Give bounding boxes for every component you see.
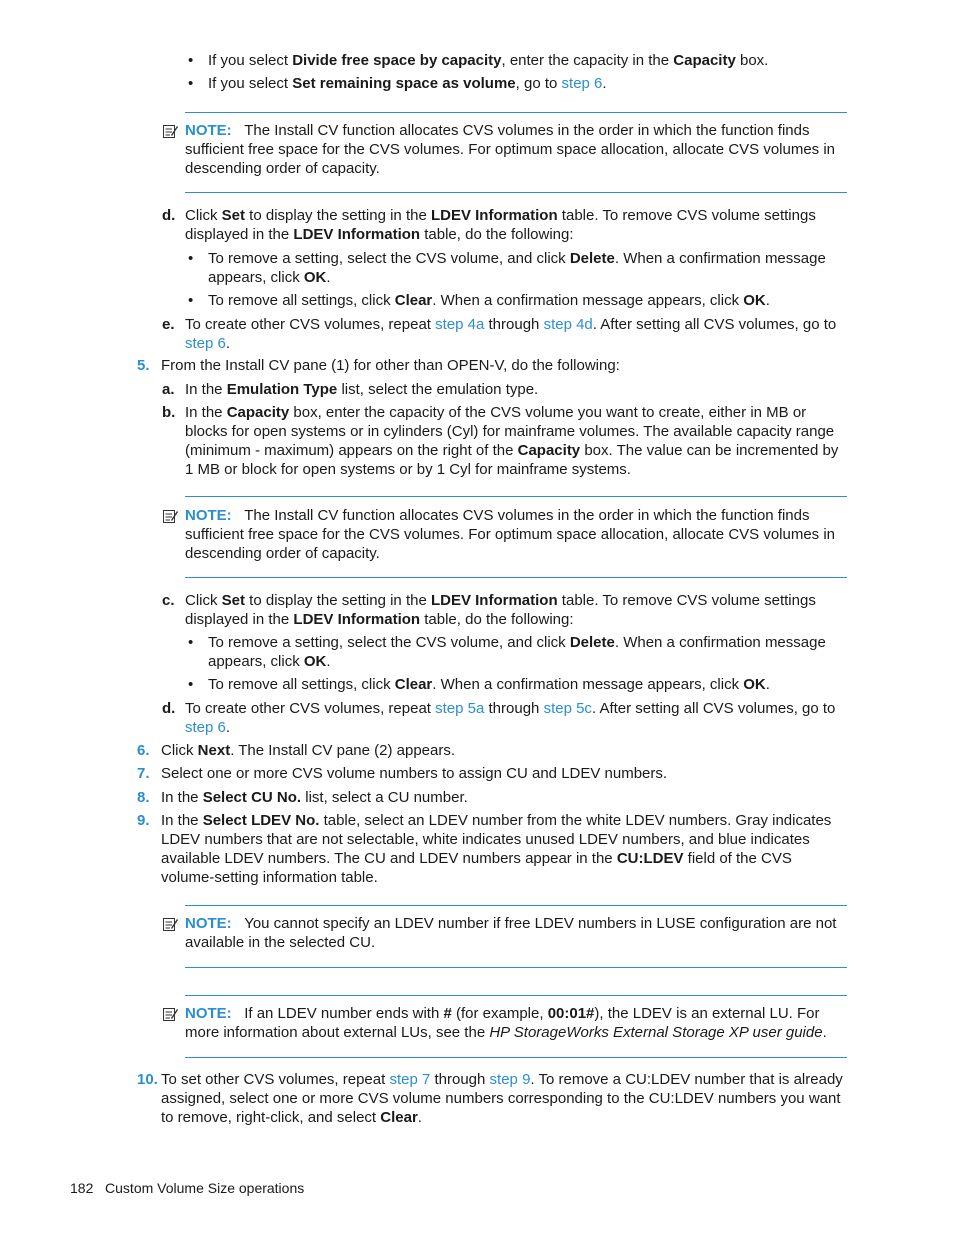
step-5-text: From the Install CV pane (1) for other than OPEN-V, do the following: (161, 357, 620, 374)
step-number: 5. (137, 357, 150, 374)
note-icon (162, 508, 178, 524)
note-top-rule (185, 905, 847, 906)
step-5d-text: To create other CVS volumes, repeat step 5a through step 5c. After setting all CVS volumes, go to step 6. (185, 700, 836, 736)
bullet-remove-all: To remove all settings, click Clear. When a confirmation message appears, click OK. (208, 292, 770, 309)
step-9-link[interactable]: step 9 (489, 1071, 531, 1088)
bullet-dot: • (188, 52, 194, 69)
step-6-link[interactable]: step 6 (185, 719, 226, 736)
step-10-text: To set other CVS volumes, repeat step 7 through step 9. To remove a CU:LDEV number that is already assigned, select one or more CVS volume numbers corresponding to the CU:LDEV numbers you want to remove, right-click, and select Clear. (161, 1071, 843, 1126)
step-9-text: In the Select LDEV No. table, select an LDEV number from the white LDEV numbers. Gray indicates LDEV numbers that are not selectable, white indicates unused LDEV numbers, and blue indicates available LDEV numbers. The CU and LDEV numbers appear in the CU:LDEV field of the CVS volume-setting information table. (161, 812, 832, 886)
step-4d-link[interactable]: step 4d (543, 316, 593, 333)
bullet-dot: • (188, 75, 194, 92)
step-4e-text: To create other CVS volumes, repeat step 4a through step 4d. After setting all CVS volumes, go to step 6. (185, 316, 837, 352)
step-label: b. (162, 404, 176, 421)
step-6-link[interactable]: step 6 (561, 75, 603, 92)
footer-title: Custom Volume Size operations (105, 1180, 305, 1196)
step-7-link[interactable]: step 7 (389, 1071, 431, 1088)
bullet-dot: • (188, 676, 194, 693)
bullet-dot: • (188, 634, 194, 651)
step-7-text: Select one or more CVS volume numbers to assign CU and LDEV numbers. (161, 765, 668, 782)
step-number: 6. (137, 742, 150, 759)
bullet-divide-free-space: If you select Divide free space by capacity, enter the capacity in the Capacity box. (208, 52, 769, 69)
page-footer (70, 1180, 304, 1196)
note-bottom-rule (185, 577, 847, 578)
note-icon (162, 1006, 178, 1022)
step-label: a. (162, 381, 175, 398)
page-number: 182 (70, 1180, 94, 1196)
note-top-rule (185, 995, 847, 996)
bullet-remove-all: To remove all settings, click Clear. When a confirmation message appears, click OK. (208, 676, 770, 693)
step-label: e. (162, 316, 175, 333)
bullet-set-remaining: If you select Set remaining space as volume, go to step 6. (208, 75, 607, 92)
note-1: NOTE: The Install CV function allocates CVS volumes in the order in which the function finds sufficient free space for the CVS volumes. For optimum space allocation, allocate CVS volumes in descending order of capacity. (185, 122, 836, 177)
step-8-text: In the Select CU No. list, select a CU number. (161, 789, 468, 806)
note-3: NOTE: You cannot specify an LDEV number if free LDEV numbers in LUSE configuration are not available in the selected CU. (185, 915, 837, 951)
step-number: 8. (137, 789, 150, 806)
step-5c-link[interactable]: step 5c (543, 700, 592, 717)
step-label: d. (162, 207, 176, 224)
step-number: 10. (137, 1071, 158, 1088)
bullet-dot: • (188, 250, 194, 267)
bullet-remove-setting: To remove a setting, select the CVS volume, and click Delete. When a confirmation message appears, click OK. (208, 634, 826, 670)
note-4: NOTE: If an LDEV number ends with # (for example, 00:01#), the LDEV is an external LU. For more information about external LUs, see the HP StorageWorks External Storage XP user guide. (185, 1005, 827, 1041)
step-5a-text: In the Emulation Type list, select the emulation type. (185, 381, 539, 398)
note-bottom-rule (185, 967, 847, 968)
note-2: NOTE: The Install CV function allocates CVS volumes in the order in which the function finds sufficient free space for the CVS volumes. For optimum space allocation, allocate CVS volumes in descending order of capacity. (185, 507, 836, 562)
step-5a-link[interactable]: step 5a (435, 700, 485, 717)
note-bottom-rule (185, 192, 847, 193)
bullet-dot: • (188, 292, 194, 309)
bullet-remove-setting: To remove a setting, select the CVS volume, and click Delete. When a confirmation message appears, click OK. (208, 250, 826, 286)
step-4a-link[interactable]: step 4a (435, 316, 485, 333)
step-6-link[interactable]: step 6 (185, 335, 226, 352)
step-5b-text: In the Capacity box, enter the capacity of the CVS volume you want to create, either in MB or blocks for open systems or in cylinders (Cyl) for mainframe volumes. The available capacity range (minimum - maximum) appears on the right of the Capacity box. The value can be incremented by 1 MB or block for open systems or by 1 Cyl for mainframe systems. (185, 404, 839, 478)
note-icon (162, 916, 178, 932)
note-icon (162, 123, 178, 139)
step-number: 7. (137, 765, 150, 782)
step-label: d. (162, 700, 176, 717)
note-top-rule (185, 112, 847, 113)
note-top-rule (185, 496, 847, 497)
step-4d-text: Click Set to display the setting in the LDEV Information table. To remove CVS volume settings displayed in the LDEV Information table, do the following: (185, 207, 816, 243)
step-5c-text: Click Set to display the setting in the LDEV Information table. To remove CVS volume settings displayed in the LDEV Information table, do the following: (185, 592, 816, 628)
step-label: c. (162, 592, 175, 609)
note-bottom-rule (185, 1057, 847, 1058)
step-6-text: Click Next. The Install CV pane (2) appears. (161, 742, 456, 759)
step-number: 9. (137, 812, 150, 829)
